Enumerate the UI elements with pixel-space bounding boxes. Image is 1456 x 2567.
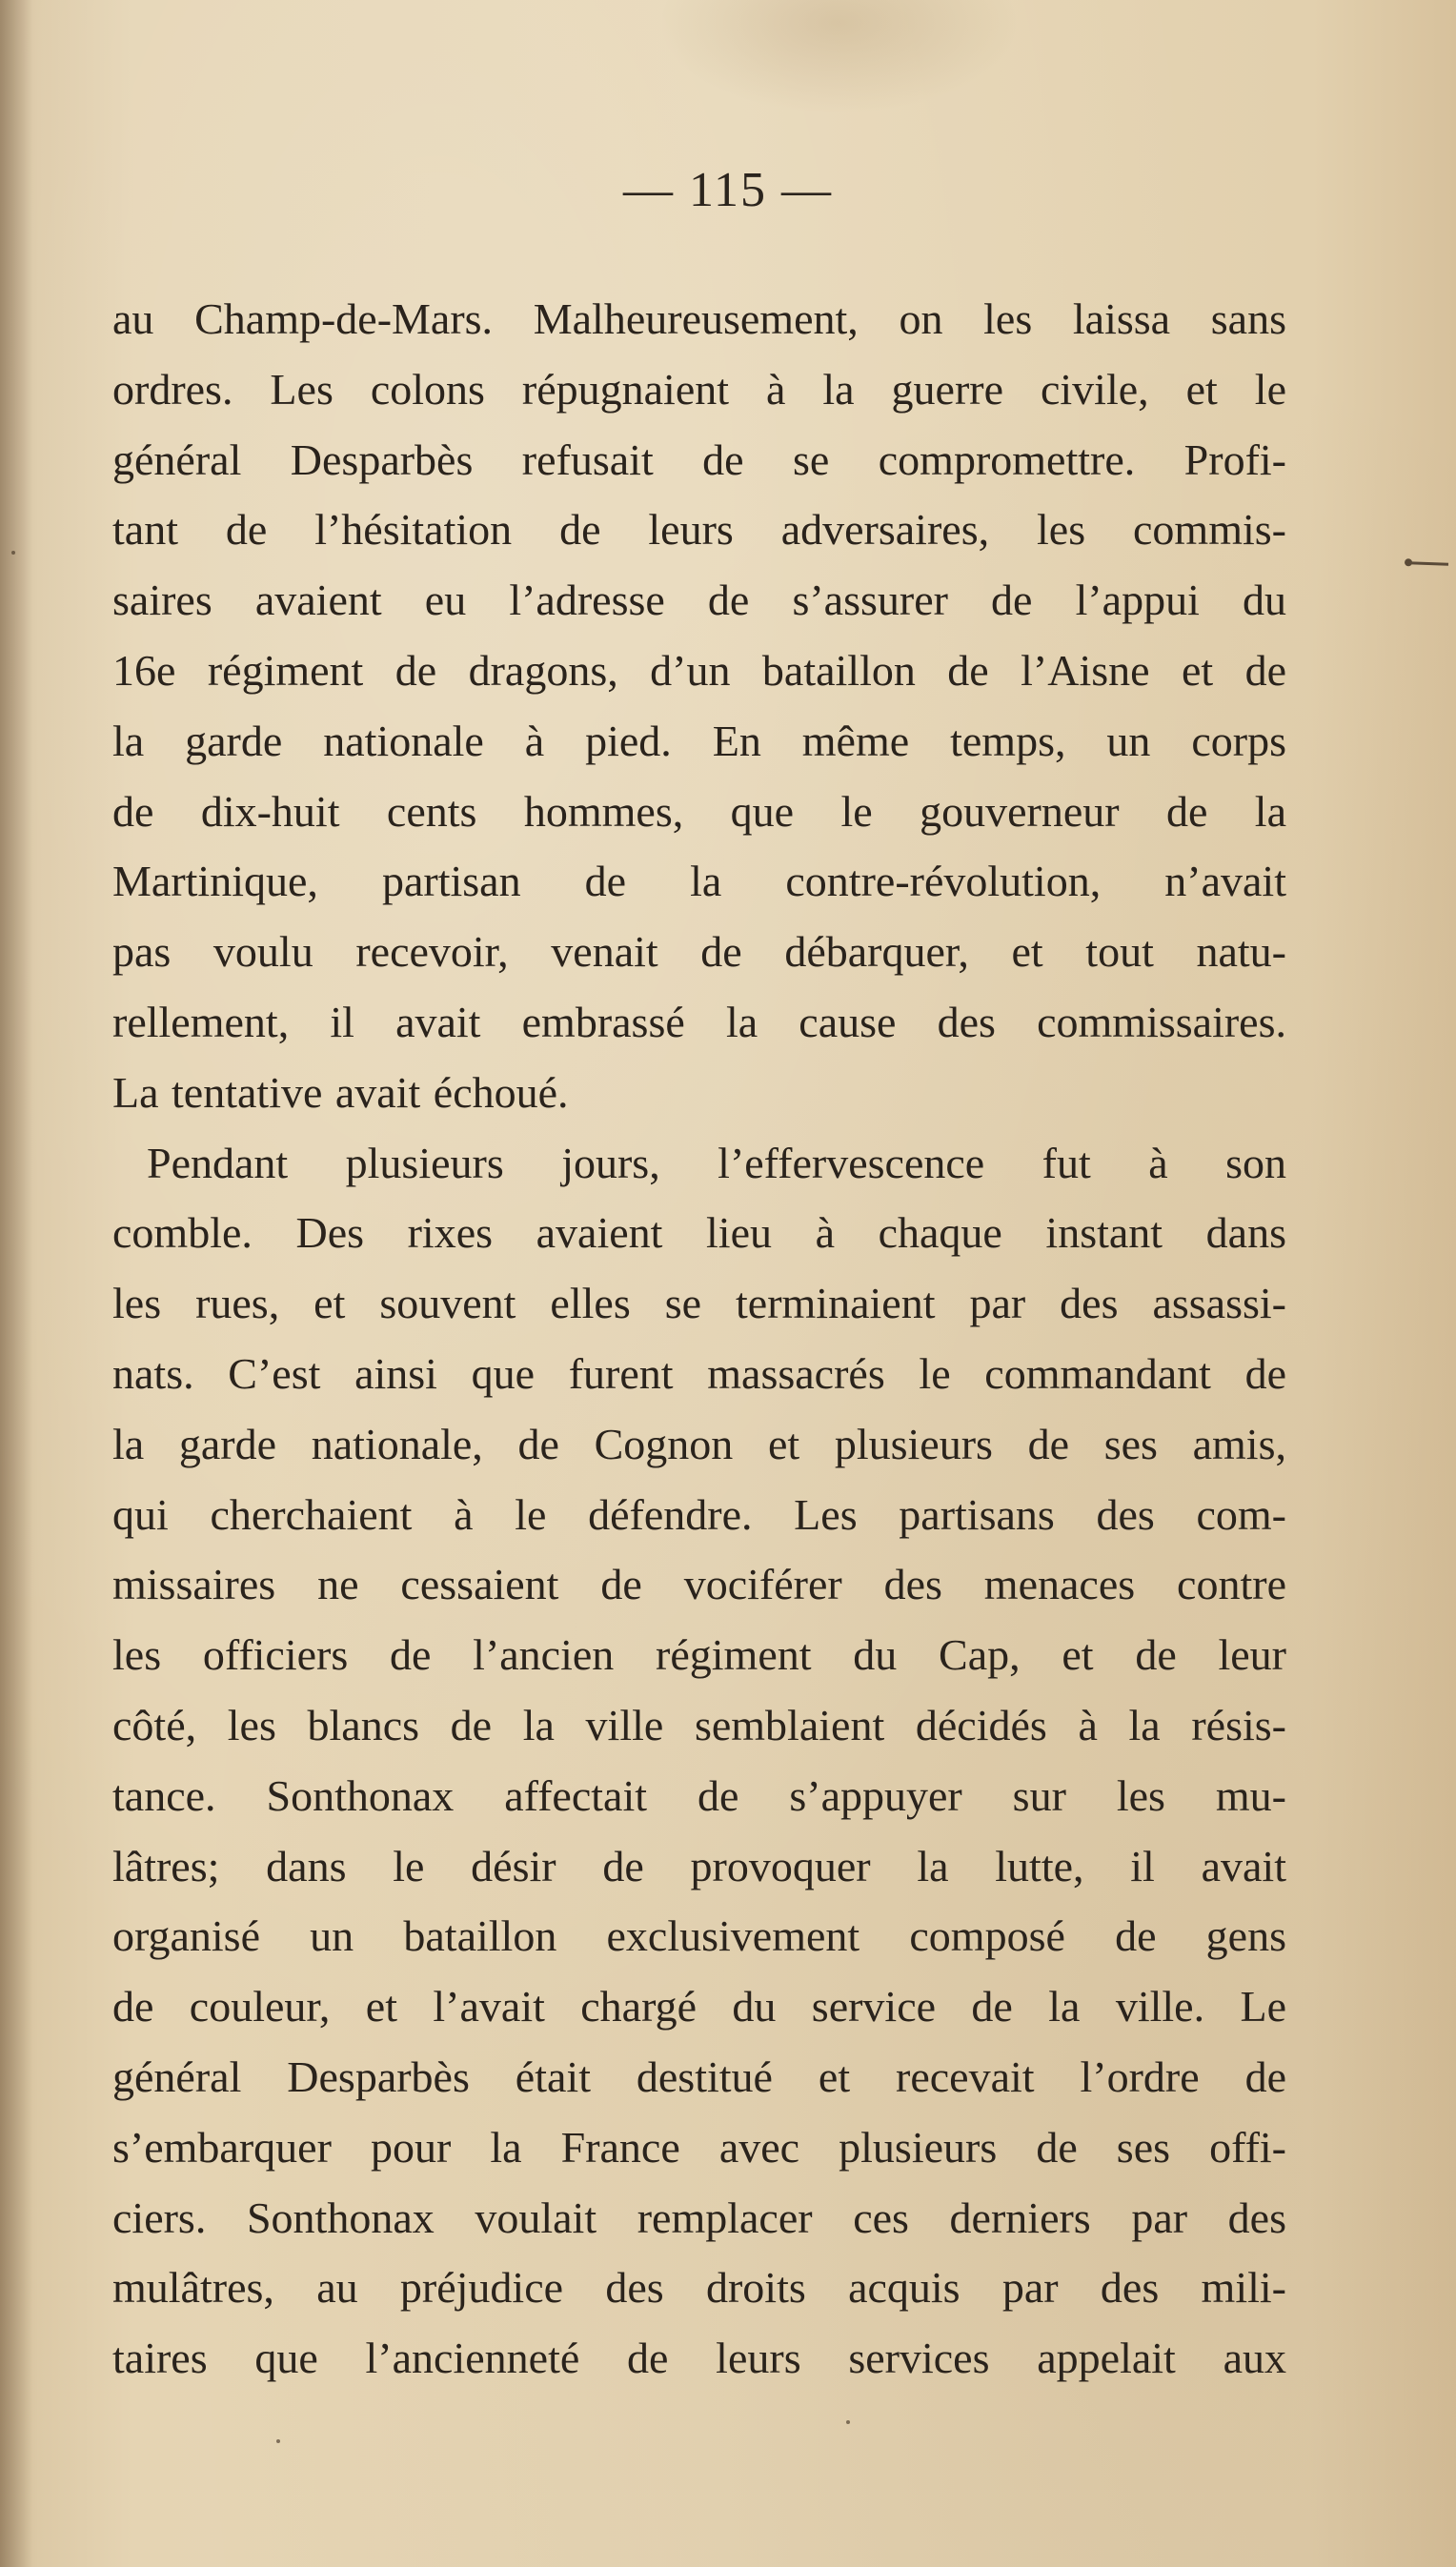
text-line: la garde nationale à pied. En même temps, un corps bbox=[112, 716, 1286, 765]
text-line: ciers. Sonthonax voulait remplacer ces derniers par des bbox=[112, 2193, 1286, 2242]
text-line: lâtres; dans le désir de provoquer la lutte, il avait bbox=[112, 1841, 1286, 1890]
text-line: saires avaient eu l’adresse de s’assurer de l’appui du bbox=[112, 576, 1286, 625]
paper-speck bbox=[11, 551, 15, 555]
page-number: — 115 — bbox=[622, 163, 834, 217]
text-line: rellement, il avait embrassé la cause des commissaires. bbox=[112, 997, 1286, 1046]
spine-shadow bbox=[0, 0, 32, 2567]
margin-mark bbox=[1408, 561, 1448, 565]
text-line: au Champ-de-Mars. Malheureusement, on les laissa sans bbox=[112, 294, 1286, 343]
text-line: Pendant plusieurs jours, l’effervescence fut à son bbox=[147, 1138, 1286, 1187]
text-line: La tentative avait échoué. bbox=[112, 1067, 569, 1117]
text-line: missaires ne cessaient de vociférer des menaces contre bbox=[112, 1560, 1286, 1609]
text-line: organisé un bataillon exclusivement composé de gens bbox=[112, 1911, 1286, 1961]
text-line: les rues, et souvent elles se terminaient par des assassi- bbox=[112, 1279, 1286, 1328]
text-line: général Desparbès refusait de se compromettre. Profi- bbox=[112, 435, 1286, 484]
text-line: pas voulu recevoir, venait de débarquer, et tout natu- bbox=[112, 927, 1286, 977]
text-line: la garde nationale, de Cognon et plusieurs de ses amis, bbox=[112, 1419, 1286, 1468]
paper-speck bbox=[846, 2420, 850, 2424]
text-line: tance. Sonthonax affectait de s’appuyer sur les mu- bbox=[112, 1770, 1286, 1820]
text-line: qui cherchaient à le défendre. Les partisans des com- bbox=[112, 1489, 1286, 1539]
text-line: tant de l’hésitation de leurs adversaires, les commis- bbox=[112, 505, 1286, 555]
body-text bbox=[112, 284, 1286, 2394]
text-line: de couleur, et l’avait chargé du service de la ville. Le bbox=[112, 1982, 1286, 2031]
text-line: 16e régiment de dragons, d’un bataillon de l’Aisne et de bbox=[112, 645, 1286, 695]
text-line: côté, les blancs de la ville semblaient décidés à la résis- bbox=[112, 1700, 1286, 1749]
text-line: s’embarquer pour la France avec plusieurs de ses offi- bbox=[112, 2122, 1286, 2172]
text-line: général Desparbès était destitué et recevait l’ordre de bbox=[112, 2052, 1286, 2101]
text-line: de dix-huit cents hommes, que le gouverneur de la bbox=[112, 786, 1286, 836]
text-line: nats. C’est ainsi que furent massacrés le commandant de bbox=[112, 1348, 1286, 1398]
text-line: Martinique, partisan de la contre-révolution, n’avait bbox=[112, 857, 1286, 906]
paper-speck bbox=[276, 2439, 280, 2443]
text-line: mulâtres, au préjudice des droits acquis par des mili- bbox=[112, 2263, 1286, 2313]
text-line: ordres. Les colons répugnaient à la guerre civile, et le bbox=[112, 364, 1286, 414]
text-line: taires que l’ancienneté de leurs services appelait aux bbox=[112, 2334, 1286, 2383]
text-line: les officiers de l’ancien régiment du Cap, et de leur bbox=[112, 1630, 1286, 1680]
text-line: comble. Des rixes avaient lieu à chaque instant dans bbox=[112, 1208, 1286, 1258]
paper-stain bbox=[657, 0, 1020, 114]
